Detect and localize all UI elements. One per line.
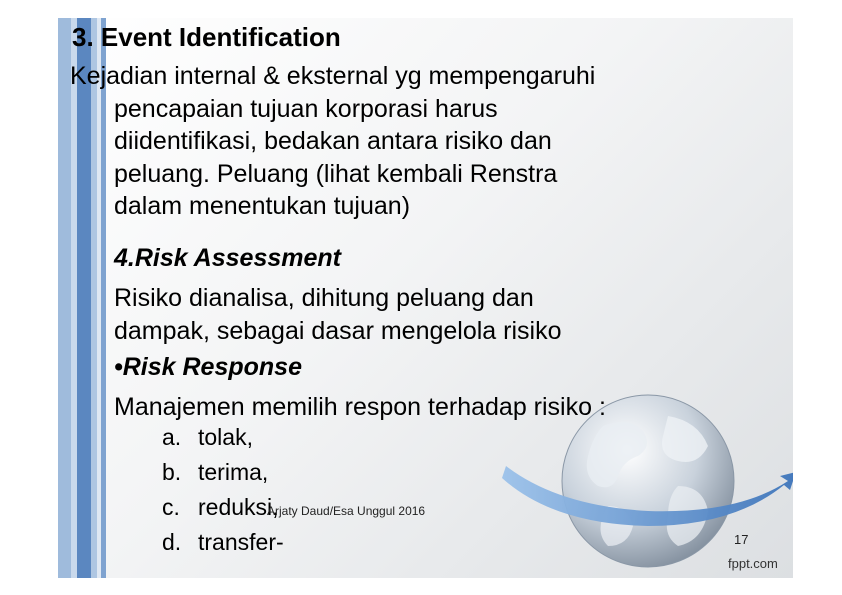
- risk-response-line: Manajemen memilih respon terhadap risiko :: [114, 393, 606, 421]
- risk-response-title: •Risk Response: [114, 353, 302, 381]
- paragraph-line: peluang. Peluang (lihat kembali Renstra: [114, 159, 558, 188]
- paragraph-line: diidentifikasi, bedakan antara risiko dan: [114, 127, 552, 155]
- list-text: tolak,: [198, 424, 253, 450]
- paragraph-line: pencapaian tujuan korporasi harus: [114, 94, 498, 123]
- list-item: [162, 490, 284, 525]
- slide-footer: Arjaty Daud/Esa Unggul 2016: [267, 504, 426, 518]
- list-text: reduksi,: [198, 494, 279, 520]
- risk-assessment-line: dampak, sebagai dasar mengelola risiko: [114, 317, 562, 345]
- list-item: [162, 420, 284, 455]
- brand-watermark: fppt.com: [728, 556, 778, 571]
- list-letter: c.: [162, 494, 180, 520]
- slide-heading: 3. Event Identification: [72, 22, 341, 52]
- list-letter: b.: [162, 459, 182, 485]
- paragraph-line: Kejadian internal & eksternal yg mempengaruhi: [70, 62, 596, 90]
- risk-assessment-title: 4.Risk Assessment: [114, 244, 341, 272]
- list-item: [162, 525, 284, 560]
- event-identification-paragraph: [70, 60, 595, 223]
- page-number: 17: [734, 532, 749, 547]
- list-letter: d.: [162, 529, 182, 555]
- risk-assessment-line: Risiko dianalisa, dihitung peluang dan: [114, 284, 534, 312]
- list-item: [162, 455, 284, 490]
- response-options-list: [162, 420, 284, 560]
- list-letter: a.: [162, 424, 182, 450]
- list-text: terima,: [198, 459, 269, 485]
- list-text: transfer-: [198, 529, 284, 555]
- paragraph-line: dalam menentukan tujuan): [114, 192, 411, 220]
